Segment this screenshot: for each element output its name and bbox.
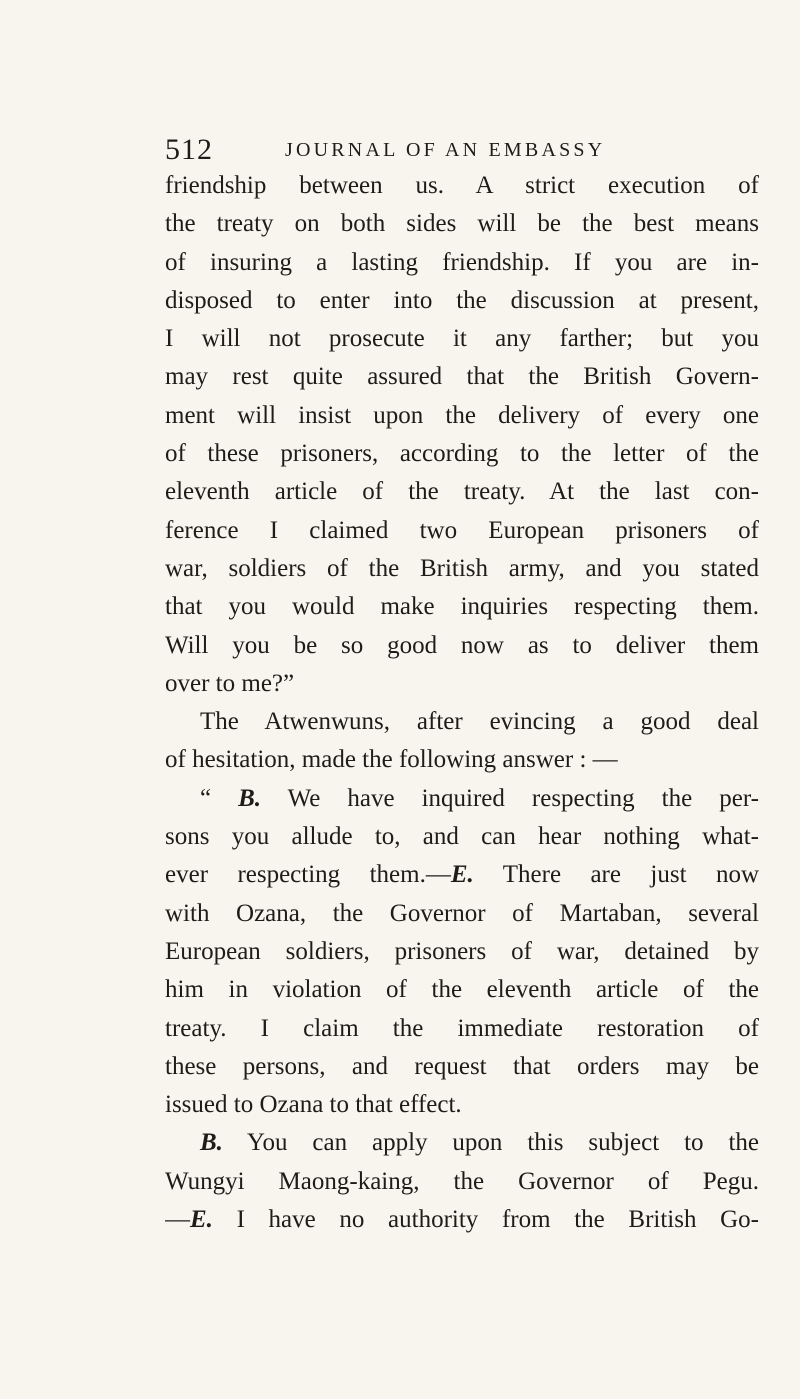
text-line: eleventh article of the treaty. At the last con- <box>165 478 759 506</box>
text-line: Wungyi Maong-kaing, the Governor of Pegu. <box>165 1167 759 1195</box>
text-line: the treaty on both sides will be the best means <box>165 210 759 238</box>
running-title: JOURNAL OF AN EMBASSY <box>285 139 606 161</box>
text-line: treaty. I claim the immediate restoration of <box>165 1014 759 1042</box>
text-line: European soldiers, prisoners of war, detained by <box>165 937 759 965</box>
dialogue-line <box>165 856 759 894</box>
speaker-label: B. <box>200 1129 223 1157</box>
text-line: him in violation of the eleventh article of the <box>165 976 759 1004</box>
speaker-label: E. <box>450 861 474 889</box>
text-line: with Ozana, the Governor of Martaban, several <box>165 899 759 927</box>
page-header <box>165 130 800 170</box>
text-line: of these prisoners, according to the letter of the <box>165 440 759 468</box>
text-line: these persons, and request that orders may be <box>165 1052 759 1080</box>
text-line: disposed to enter into the discussion at present, <box>165 286 759 314</box>
text-line: over to me?” <box>165 669 295 697</box>
text-line: issued to Ozana to that effect. <box>165 1091 462 1119</box>
text-line: war, soldiers of the British army, and you stated <box>165 554 759 582</box>
text-line: I will not prosecute it any farther; but you <box>165 325 759 353</box>
text-line: ference I claimed two European prisoners of <box>165 516 759 544</box>
text-line: The Atwenwuns, after evincing a good deal <box>200 708 759 736</box>
text-line: may rest quite assured that the British Govern- <box>165 363 759 391</box>
text-line: Will you be so good now as to deliver them <box>165 631 759 659</box>
text-line: friendship between us. A strict execution of <box>165 172 759 199</box>
text-line: that you would make inquiries respecting them. <box>165 593 759 621</box>
dialogue-text: We have inquired respecting the per- <box>261 784 759 812</box>
page-number: 512 <box>165 133 213 166</box>
body-text <box>165 167 759 1239</box>
speaker-label: E. <box>190 1206 213 1234</box>
text-line: of hesitation, made the following answer : — <box>165 746 618 774</box>
text-line: of insuring a lasting friendship. If you are in- <box>165 248 759 276</box>
dialogue-text: There are just now <box>473 861 759 889</box>
dialogue-line <box>165 780 759 818</box>
dialogue-line <box>165 1124 759 1162</box>
dialogue-prefix: — <box>165 1206 190 1234</box>
quote-prefix: “ <box>200 784 239 812</box>
speaker-label: B. <box>238 784 262 812</box>
dialogue-line <box>165 1201 759 1239</box>
dialogue-text: You can apply upon this subject to the <box>222 1129 759 1157</box>
dialogue-text: I have no authority from the British Go- <box>212 1206 759 1234</box>
text-line: sons you allude to, and can hear nothing what- <box>165 823 759 851</box>
text-line: ment will insist upon the delivery of every one <box>165 401 759 429</box>
dialogue-prefix: ever respecting them.— <box>165 861 451 889</box>
